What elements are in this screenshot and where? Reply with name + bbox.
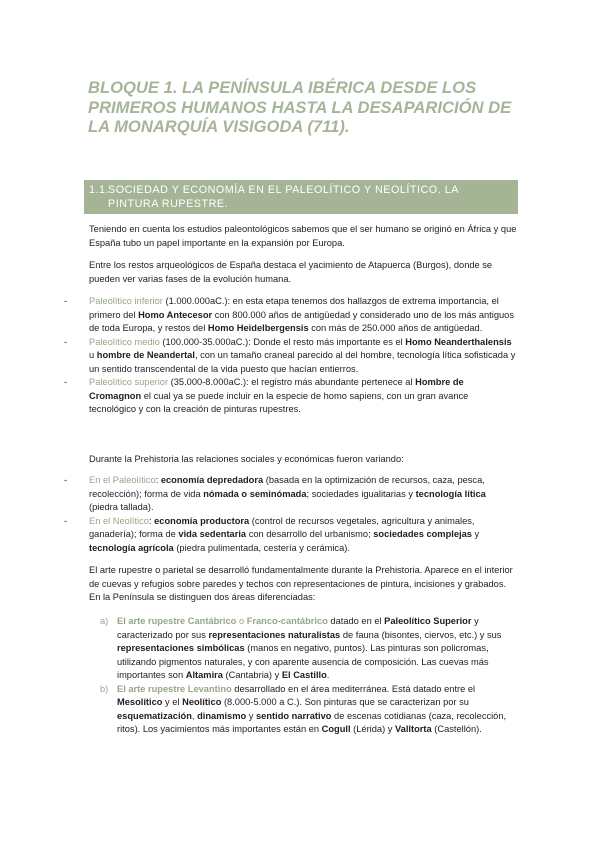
item-text: , <box>191 710 198 721</box>
term-highlight: En el Neolítico <box>89 515 149 526</box>
bullet-dash: - <box>64 515 68 526</box>
rock-art-paragraph: El arte rupestre o parietal se desarrolló fundamentalmente durante la Prehistoria. Aparece en el interior de cuevas y refugios sobre paredes y techos con representaciones de pintura, incisiones y grabados. En la Península se distinguen dos áreas diferenciadas: <box>89 565 513 602</box>
item-bold: tecnología agrícola <box>89 542 174 553</box>
item-text: : <box>148 515 155 526</box>
list-item <box>100 683 517 737</box>
item-text: (control de recursos vegetales, agricultura y animales, ganadería); forma de <box>89 515 475 539</box>
item-bold: esquematización <box>117 710 192 721</box>
item-text: (piedra pulimentada, cestería y cerámica). <box>173 542 350 553</box>
item-bold: Homo Antecesor <box>138 309 213 320</box>
item-bold: Altamira <box>185 670 223 680</box>
intro-paragraph: Teniendo en cuenta los estudios paleontológicos sabemos que el ser humano se originó en África y que España tubo un papel importante en la expansión por Europa. <box>89 224 517 248</box>
item-bold: Paleolítico Superior <box>384 616 472 626</box>
list-item <box>100 615 517 683</box>
item-text: y caracterizado por sus <box>117 616 479 640</box>
section-header <box>84 180 518 214</box>
item-text: , con un tamaño craneal parecido al del hombre, tecnología lítica sofisticada y un sentido transcendental de la vida puesto que hacían entierros. <box>89 350 516 374</box>
item-bold: representaciones naturalistas <box>208 629 341 640</box>
item-text: . <box>326 670 330 680</box>
document-title: BLOQUE 1. LA PENÍNSULA IBÉRICA DESDE LOS PRIMEROS HUMANOS HASTA LA DESAPARICIÓN DE LA MONARQUÍA VISIGODA (711). <box>88 78 512 137</box>
item-text: datado en el <box>327 616 385 626</box>
list-item <box>64 376 517 417</box>
item-bold: vida sedentaria <box>178 529 247 539</box>
term-highlight: En el Paleolítico <box>89 475 156 485</box>
item-bold: representaciones simbólicas <box>117 643 245 653</box>
item-bold: hombre de Neandertal <box>96 350 195 360</box>
item-text: (1.000.000aC.): en esta etapa tenemos dos hallazgos de extrema importancia, el primero del <box>89 296 499 320</box>
item-text: (basada en la optimización de recursos, caza, pesca, recolección); forma de vida <box>89 475 485 499</box>
section-number: 1.1. <box>89 184 110 196</box>
item-text: (100.000-35.000aC.): Donde el resto más importante es el <box>159 336 406 347</box>
list-item <box>64 515 517 556</box>
item-bold: Mesolítico <box>117 697 163 707</box>
item-text: y <box>246 710 256 721</box>
item-text: (Lérida) y <box>350 724 395 734</box>
term-connector: o <box>236 616 247 626</box>
atapuerca-paragraph: Entre los restos arqueológicos de España destaca el yacimiento de Atapuerca (Burgos), donde se pueden ver varias fases de la evolución humana. <box>89 260 493 284</box>
item-text: ; sociedades igualitarias y <box>306 488 416 499</box>
list-letter: b) <box>100 683 109 694</box>
item-text: con desarrollo del urbanismo; <box>246 529 374 539</box>
bullet-dash: - <box>64 475 68 485</box>
item-text: (Castellón). <box>431 724 482 734</box>
term-highlight: El arte rupestre Cantábrico <box>117 616 237 626</box>
item-text: (piedra tallada). <box>89 502 154 512</box>
item-text: (8.000-5.000 a C.). Son pinturas que se caracterizan por su <box>221 697 469 707</box>
term-highlight: El arte rupestre Levantino <box>117 683 232 694</box>
item-text: u <box>89 350 97 360</box>
term-highlight: Paleolítico inferior <box>89 296 163 306</box>
item-text: y <box>471 529 480 539</box>
item-bold: Hombre de Cromagnon <box>89 377 464 401</box>
item-text: y el <box>162 697 183 707</box>
bullet-dash: - <box>64 377 68 387</box>
item-bold: Neolítico <box>182 697 222 707</box>
item-bold: Cogull <box>321 724 351 734</box>
periods-list <box>64 474 517 555</box>
item-bold: Homo Neanderthalensis <box>405 336 512 347</box>
item-bold: sentido narrativo <box>256 710 332 721</box>
term-highlight: Franco-cantábrico <box>246 616 328 626</box>
item-bold: sociedades complejas <box>373 529 472 539</box>
term-highlight: Paleolítico superior <box>89 377 169 387</box>
item-bold: nómada o seminómada <box>203 488 307 499</box>
item-bold: tecnología lítica <box>415 488 486 499</box>
item-bold: Homo Heidelbergensis <box>207 323 309 333</box>
paleolithic-list <box>64 295 517 417</box>
list-letter: a) <box>100 616 109 626</box>
item-text: desarrollado en el área mediterránea. Está datado entre el <box>231 683 476 694</box>
list-item <box>64 295 517 336</box>
item-text: de escenas cotidianas (caza, recolección, ritos). Los yacimientos más importantes están en <box>117 710 507 734</box>
item-text: (35.000-8.000aC.): el registro más abundante pertenece al <box>168 377 416 387</box>
item-text: el cual ya se puede incluir en la especie de homo sapiens, con un gran avance tecnológico y con la creación de pinturas rupestres. <box>89 390 469 414</box>
item-bold: El Castillo <box>281 670 327 680</box>
item-bold: economía depredadora <box>160 475 264 485</box>
item-text: de fauna (bisontes, ciervos, etc.) y sus <box>340 629 502 640</box>
item-text: (Cantabria) y <box>222 670 282 680</box>
item-bold: dinamismo <box>197 710 247 721</box>
rock-art-list <box>100 615 517 737</box>
bullet-dash: - <box>64 336 68 347</box>
list-item <box>64 474 517 515</box>
bullet-dash: - <box>64 296 68 306</box>
item-text: : <box>155 475 161 485</box>
item-bold: economía productora <box>154 515 250 526</box>
prehistory-paragraph: Durante la Prehistoria las relaciones sociales y económicas fueron variando: <box>89 454 404 464</box>
item-text: con más de 250.000 años de antigüedad. <box>308 323 483 333</box>
item-text: con 800.000 años de antigüedad y considerado uno de los más antiguos de toda Europa, y restos del <box>89 309 514 333</box>
section-title: SOCIEDAD Y ECONOMÍA EN EL PALEOLÍTICO Y NEOLÍTICO. LA PINTURA RUPESTRE. <box>108 184 459 210</box>
item-bold: Valltorta <box>394 724 432 734</box>
term-highlight: Paleolítico medio <box>89 336 160 347</box>
list-item <box>64 336 517 377</box>
item-text: (manos en negativo, puntos). Las pinturas son policromas, utilizando pigmentos naturales, y con aparente ausencia de composición. Las cuevas más importantes son <box>117 643 489 680</box>
